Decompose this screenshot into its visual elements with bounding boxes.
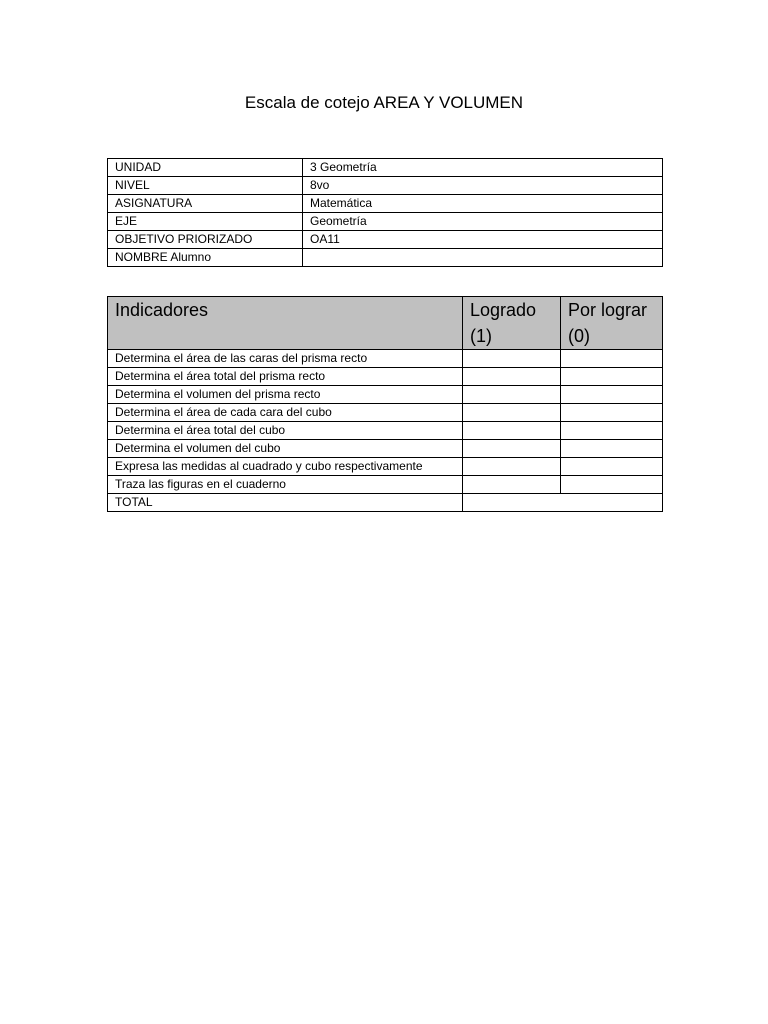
por-lograr-cell[interactable] bbox=[561, 476, 663, 494]
logrado-cell[interactable] bbox=[463, 476, 561, 494]
table-row bbox=[108, 231, 663, 249]
info-value-nombre[interactable] bbox=[303, 249, 663, 267]
header-logrado-value: (1) bbox=[470, 326, 492, 346]
indicator-label: Determina el volumen del prisma recto bbox=[108, 386, 463, 404]
info-value-eje[interactable]: Geometría bbox=[303, 213, 663, 231]
logrado-cell[interactable] bbox=[463, 422, 561, 440]
info-value-unidad[interactable]: 3 Geometría bbox=[303, 159, 663, 177]
table-row bbox=[108, 368, 663, 386]
logrado-cell[interactable] bbox=[463, 458, 561, 476]
indicator-label: Traza las figuras en el cuaderno bbox=[108, 476, 463, 494]
table-row bbox=[108, 350, 663, 368]
table-row bbox=[108, 476, 663, 494]
por-lograr-cell[interactable] bbox=[561, 422, 663, 440]
header-logrado-label: Logrado bbox=[470, 300, 537, 320]
logrado-cell[interactable] bbox=[463, 368, 561, 386]
indicator-label: Determina el área de cada cara del cubo bbox=[108, 404, 463, 422]
info-label-eje: EJE bbox=[108, 213, 303, 231]
header-indicadores bbox=[108, 297, 463, 350]
info-table bbox=[107, 158, 663, 267]
table-row bbox=[108, 249, 663, 267]
por-lograr-cell[interactable] bbox=[561, 350, 663, 368]
por-lograr-cell[interactable] bbox=[561, 404, 663, 422]
total-row bbox=[108, 494, 663, 512]
table-row bbox=[108, 386, 663, 404]
por-lograr-cell[interactable] bbox=[561, 458, 663, 476]
por-lograr-cell[interactable] bbox=[561, 440, 663, 458]
total-label: TOTAL bbox=[108, 494, 463, 512]
total-value-cell[interactable] bbox=[463, 494, 663, 512]
info-label-asignatura: ASIGNATURA bbox=[108, 195, 303, 213]
indicator-label: Determina el área de las caras del prisma recto bbox=[108, 350, 463, 368]
info-label-objetivo: OBJETIVO PRIORIZADO bbox=[108, 231, 303, 249]
info-value-objetivo[interactable]: OA11 bbox=[303, 231, 663, 249]
header-por-lograr bbox=[561, 297, 663, 350]
por-lograr-cell[interactable] bbox=[561, 386, 663, 404]
table-row bbox=[108, 422, 663, 440]
header-por-lograr-value: (0) bbox=[568, 326, 590, 346]
table-row bbox=[108, 440, 663, 458]
header-por-lograr-label: Por lograr bbox=[568, 300, 648, 320]
indicator-label: Determina el volumen del cubo bbox=[108, 440, 463, 458]
table-row bbox=[108, 177, 663, 195]
logrado-cell[interactable] bbox=[463, 404, 561, 422]
table-row bbox=[108, 159, 663, 177]
logrado-cell[interactable] bbox=[463, 350, 561, 368]
indicator-label: Determina el área total del cubo bbox=[108, 422, 463, 440]
indicator-label: Determina el área total del prisma recto bbox=[108, 368, 463, 386]
indicators-table bbox=[107, 296, 663, 512]
table-row bbox=[108, 404, 663, 422]
header-indicadores-label: Indicadores bbox=[115, 300, 209, 320]
table-row bbox=[108, 195, 663, 213]
page-title: Escala de cotejo AREA Y VOLUMEN bbox=[244, 93, 524, 112]
indicator-label: Expresa las medidas al cuadrado y cubo respectivamente bbox=[108, 458, 463, 476]
table-row bbox=[108, 213, 663, 231]
info-value-nivel[interactable]: 8vo bbox=[303, 177, 663, 195]
table-header-row bbox=[108, 297, 663, 350]
info-label-unidad: UNIDAD bbox=[108, 159, 303, 177]
logrado-cell[interactable] bbox=[463, 440, 561, 458]
header-logrado bbox=[463, 297, 561, 350]
info-label-nivel: NIVEL bbox=[108, 177, 303, 195]
info-label-nombre: NOMBRE Alumno bbox=[108, 249, 303, 267]
info-value-asignatura[interactable]: Matemática bbox=[303, 195, 663, 213]
logrado-cell[interactable] bbox=[463, 386, 561, 404]
table-row bbox=[108, 458, 663, 476]
por-lograr-cell[interactable] bbox=[561, 368, 663, 386]
